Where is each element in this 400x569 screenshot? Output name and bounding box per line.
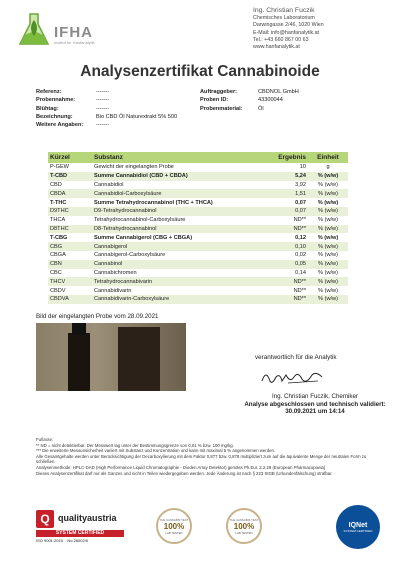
cell-result: 5,24 <box>264 172 308 181</box>
signer-name: Ing. Christian Fuczik, Chemiker <box>272 393 358 400</box>
meta-value: ------- <box>96 105 110 112</box>
cell-code: CBG <box>48 242 92 251</box>
table-row <box>48 198 348 207</box>
meta-right <box>200 88 299 113</box>
cell-unit: % (w/w) <box>317 234 339 241</box>
cell-code: CBC <box>50 269 62 276</box>
meta-value: Öl <box>258 105 264 112</box>
cell-code: T-CBG <box>50 234 68 241</box>
table-row <box>48 295 348 304</box>
table-row <box>48 277 348 286</box>
ifha-logo <box>14 10 134 54</box>
signer-date: 30.09.2021 um 14:14 <box>285 408 345 415</box>
meta-key: Blühtag: <box>36 105 59 112</box>
cell-result: 0,10 <box>264 242 308 251</box>
lab-line[interactable]: www.hanfanalytik.at <box>253 44 300 51</box>
cell-substance: Cannabigerol-Carboxylsäure <box>94 252 166 259</box>
bottle-image <box>68 333 90 391</box>
table-row <box>48 207 348 216</box>
meta-left <box>36 88 177 129</box>
cell-substance: Cannabidiol <box>94 181 124 188</box>
cell-unit: % (w/w) <box>308 295 348 304</box>
cell-result: 0,07 <box>264 207 308 216</box>
cell-unit: % (w/w) <box>308 172 348 181</box>
col-header: Kürzel <box>48 152 92 163</box>
cell-substance: D9-Tetrahydrocannabinol <box>92 207 264 216</box>
footnote: Dieses Analysenzertifikat darf nur als Ganzes und nicht in Teilen wiedergegeben werden. Jede Änderung ist nach § 223 StGB (Urkundenfälschung) strafbar. <box>36 470 333 476</box>
iqnet-logo: IQNet SYSTEM CERTIFIED <box>336 505 380 549</box>
lab-address <box>253 6 324 51</box>
table-row <box>48 216 348 225</box>
cell-code: P-GEW <box>50 164 69 171</box>
cell-result: 0,14 <box>295 269 306 276</box>
footnote: Analysenmethode: HPLC-DAD (High Performance Liquid Chromatographie - Dioden Array Detektor) gemäss Ph.Eur. 2.2.29 (European Pharmacopoeia) <box>36 464 326 470</box>
cell-substance: Gewicht der eingelangten Probe <box>94 164 174 171</box>
table-row <box>48 172 348 181</box>
cell-code: CBGA <box>50 252 66 259</box>
cell-substance: Tetrahydrocannabinol-Carboxylsäure <box>94 217 186 224</box>
cell-code: CBD <box>50 181 62 188</box>
cell-unit: % (w/w) <box>308 189 348 198</box>
footnote: Alle Gesamtgehalte werden unter Berücksichtigung der Decarboxylierung mit dem Faktor 0,877 bzw. 0,878 multipliziert zum auf die äquivalente Menge der neutralen Form zu schließen. <box>36 453 367 465</box>
footnote-title: Fußnote: <box>36 437 54 442</box>
cell-code: T-CBD <box>48 172 92 181</box>
cell-unit: % (w/w) <box>318 217 338 224</box>
meta-value: CBDNOL GmbH <box>258 89 299 95</box>
cell-unit: % (w/w) <box>308 277 348 286</box>
cell-code: T-THC <box>50 199 67 206</box>
cell-unit: % (w/w) <box>308 260 348 269</box>
cell-result: ND** <box>264 295 308 304</box>
qa-iso: ISO 9001:2015 No.26002/0 <box>36 538 89 543</box>
table-row <box>48 269 348 278</box>
package-box-image <box>118 327 160 391</box>
cell-unit: % (w/w) <box>318 181 338 188</box>
cell-code: CBDVA <box>48 295 92 304</box>
lab-line[interactable]: E-Mail: info@hanfanalytik.at <box>253 29 320 36</box>
page-title: Analysenzertifikat Cannabinoide <box>80 63 320 80</box>
table-row <box>48 225 348 234</box>
cell-code: THCV <box>48 277 92 286</box>
cell-unit: % (w/w) <box>318 252 338 259</box>
cell-result: ND** <box>293 287 306 294</box>
footnote: ** ND = nicht detektierbar. Der Messwert lag unter der Bestimmungsgrenze von 0,01 % bzw. 100 mg/kg. <box>36 442 234 448</box>
cell-unit: % (w/w) <box>317 199 339 206</box>
cell-unit: g <box>326 164 330 171</box>
flask-icon <box>14 10 54 50</box>
cell-result: ND** <box>264 225 308 234</box>
cell-unit: % (w/w) <box>308 207 348 216</box>
cell-result: 1,51 <box>264 189 308 198</box>
qa-name: qualityaustria <box>58 513 117 523</box>
cell-code: D8THC <box>48 225 92 234</box>
signer-note: Analyse abgeschlossen und technisch validiert: <box>244 400 386 408</box>
cell-substance: Cannabidiol-Carboxylsäure <box>92 189 264 198</box>
cell-result: 0,07 <box>295 199 306 206</box>
cannabis-test-seal: THE CANNABIS TEST 100% LAB TESTED <box>226 508 262 544</box>
footnotes <box>36 437 376 476</box>
cell-unit: % (w/w) <box>308 225 348 234</box>
lab-name: Ing. Christian Fuczik <box>253 7 315 14</box>
table-row <box>48 233 348 242</box>
table-row <box>48 286 348 295</box>
qa-bar: SYSTEM CERTIFIED <box>36 530 124 537</box>
meta-key: Proben ID: <box>200 97 229 104</box>
photo-caption: Bild der eingelangten Probe vom 28.09.2021 <box>36 313 159 320</box>
cell-unit: % (w/w) <box>318 287 338 294</box>
cell-code: CBDV <box>50 287 66 294</box>
responsible-label: verantwortlich für die Analytik <box>255 354 337 361</box>
lab-line: Chemisches Laboratorium <box>253 15 315 21</box>
cell-substance: Cannabinol <box>92 260 264 269</box>
logo-name: IFHA <box>54 24 93 41</box>
results-table <box>48 152 348 304</box>
meta-value: ------- <box>96 122 110 129</box>
col-header: Einheit <box>308 152 348 163</box>
cell-result: 0,05 <box>264 260 308 269</box>
meta-value: Bio CBD Öl Naturextrakt 5% 500 <box>96 113 178 120</box>
cell-result: ND** <box>264 277 308 286</box>
col-header: Substanz <box>92 152 264 163</box>
cell-code: D9THC <box>48 207 92 216</box>
qa-mark-icon: Q <box>36 510 54 528</box>
sample-photo <box>36 323 186 391</box>
cell-code: CBN <box>48 260 92 269</box>
table-row <box>48 181 348 190</box>
meta-key: Bezeichnung: <box>36 113 73 120</box>
table-row <box>48 163 348 172</box>
cell-result: 0,12 <box>295 234 306 241</box>
lab-line: Tel.: +43 660 867 00 63 <box>253 36 309 43</box>
cell-result: 0,02 <box>295 252 306 259</box>
table-row <box>48 242 348 251</box>
cell-substance: Cannabigerol <box>92 242 264 251</box>
signature <box>258 367 328 389</box>
cell-substance: Tetrahydrocannabivarin <box>92 277 264 286</box>
meta-key: Referenz: <box>36 89 62 95</box>
table-row <box>48 251 348 260</box>
meta-value: 43300044 <box>258 97 283 104</box>
lab-line: Darwingasse 2/46, 1020 Wien <box>253 22 324 29</box>
cell-substance: Summe Tetrahydrocannabinol (THC + THCA) <box>94 199 213 206</box>
meta-key: Probennahme: <box>36 97 76 104</box>
signer-block <box>230 393 400 416</box>
cell-substance: Cannabidivarin <box>94 287 132 294</box>
cell-substance: Cannabichromen <box>94 269 137 276</box>
cell-code: CBDA <box>48 189 92 198</box>
cannabis-test-seal: THE CANNABIS TEST 100% LAB TESTED <box>156 508 192 544</box>
meta-key: Probenmaterial: <box>200 105 243 112</box>
col-header: Ergebnis <box>264 152 308 163</box>
cell-substance: Summe Cannabigerol (CBG + CBGA) <box>94 234 193 241</box>
footnote: *** Die erweiterte Messunsicherheit variiert mit Substanz und Konzentration und kann mit maximal 5 % angenommen werden. <box>36 448 276 454</box>
table-row <box>48 260 348 269</box>
table-row <box>48 189 348 198</box>
cell-code: THCA <box>50 217 66 224</box>
cell-unit: % (w/w) <box>318 269 338 276</box>
cell-result: 10 <box>299 164 306 171</box>
cell-substance: Cannabidivarin-Carboxylsäure <box>92 295 264 304</box>
cell-result: ND** <box>293 217 306 224</box>
meta-key: Weitere Angaben: <box>36 122 84 129</box>
meta-value: ------- <box>96 89 110 95</box>
logo-subtitle: Institut für Hanfanalytik <box>54 40 95 45</box>
cell-result: 3,92 <box>295 181 306 188</box>
meta-value: ------- <box>96 97 110 104</box>
cell-substance: D8-Tetrahydrocannabinol <box>92 225 264 234</box>
cell-substance: Summe Cannabidiol (CBD + CBDA) <box>92 172 264 181</box>
cell-unit: % (w/w) <box>308 242 348 251</box>
meta-key: Auftraggeber: <box>200 89 237 95</box>
